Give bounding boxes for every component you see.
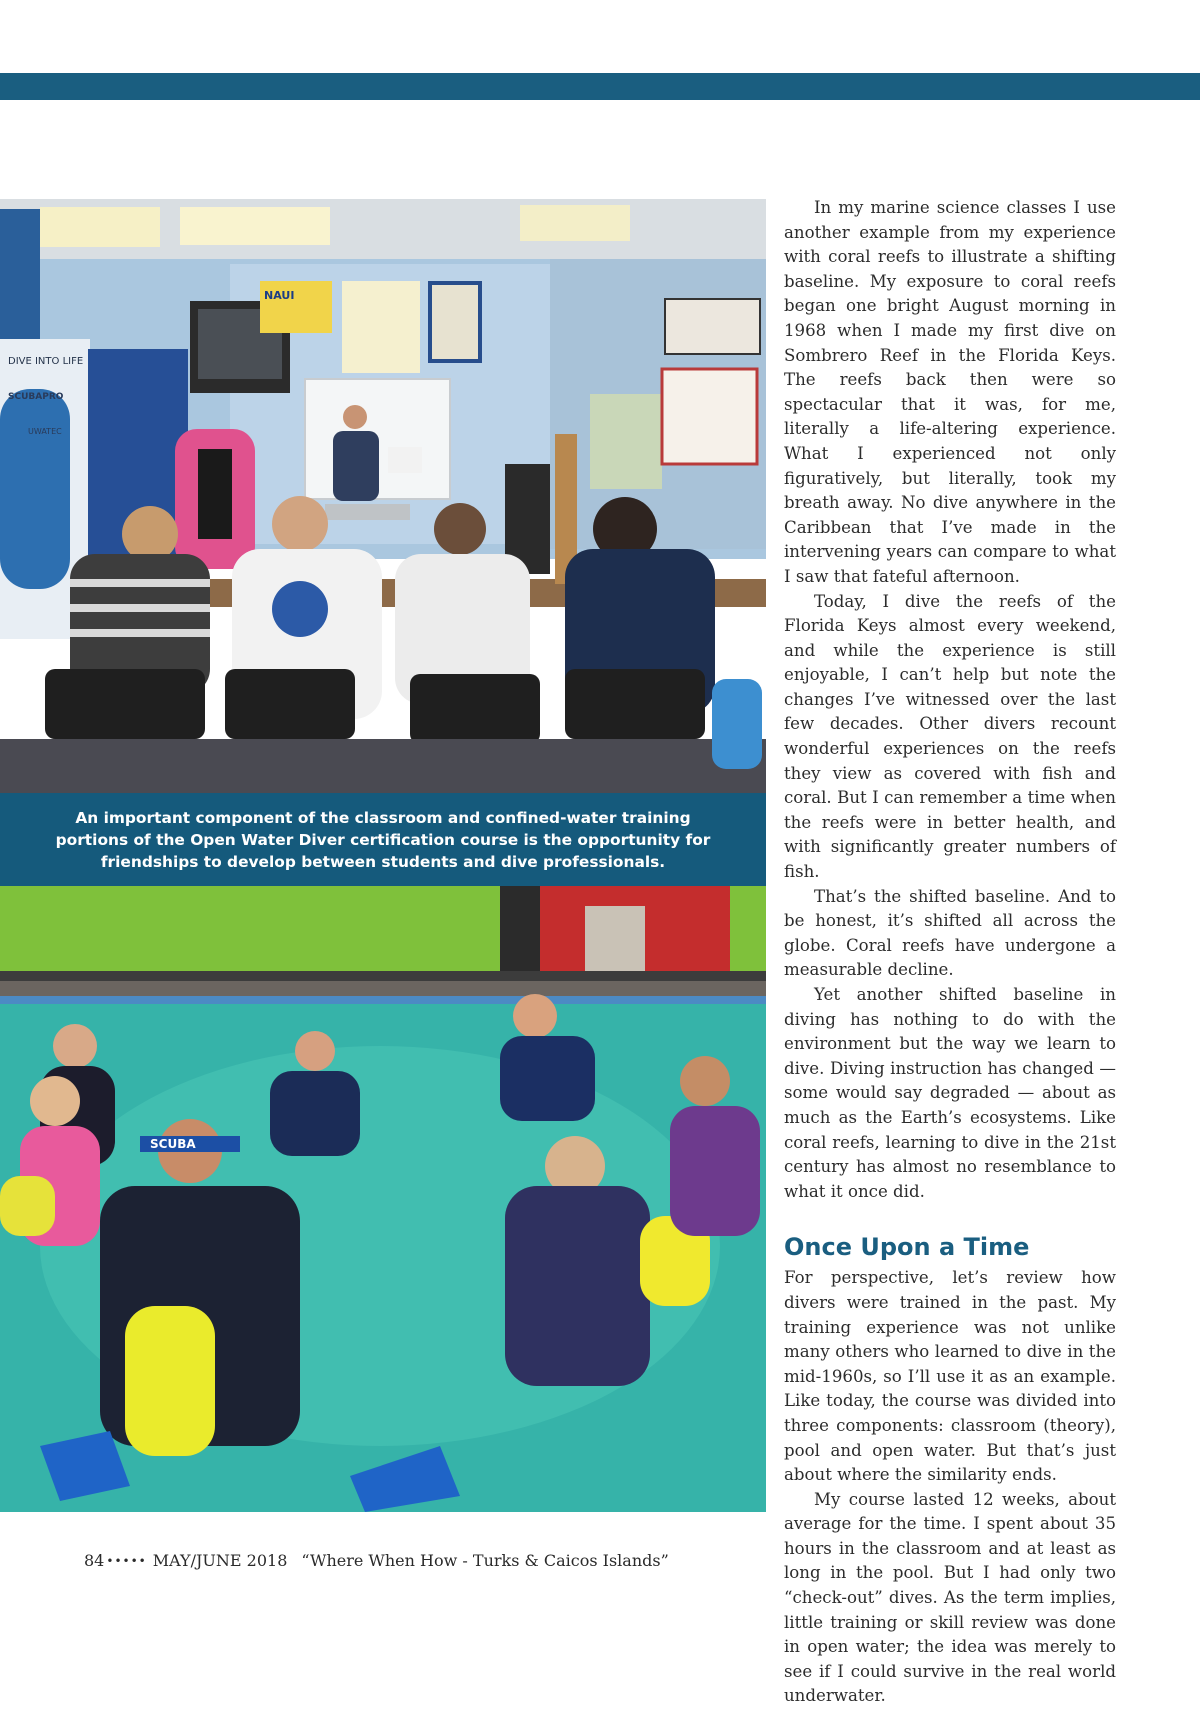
photo-caption: An important component of the classroom and confined-water training portions of the Open Water Diver certification course is the opportunity for friendships to develop between students and dive professionals.: [55, 808, 711, 871]
article-paragraph-4: Yet another shifted baseline in diving has nothing to do with the environment but the way we learn to dive. Diving instruction has changed — some would say degraded — about as much as the Earth’s ecosystems. Like coral reefs, learning to dive in the 21st century has almost no resemblance to what it once did.: [784, 985, 1116, 1201]
sign-dive-into-life: DIVE INTO LIFE: [8, 356, 84, 367]
header-color-band: [0, 73, 1200, 100]
sign-naui: NAUI: [264, 289, 295, 302]
page-footer: [84, 1551, 669, 1570]
photo-caption-band: [0, 793, 766, 886]
mask-label: SCUBA: [150, 1137, 196, 1151]
article-paragraph-1: In my marine science classes I use another example from my experience with coral reefs to illustrate a shifting baseline. My exposure to coral reefs began one bright August morning in 1968 when I made my first dive on Sombrero Reef in the Florida Keys. The reefs back then were so spectacular that it was, for me, literally a life-altering experience. What I experienced not only figuratively, but literally, took my breath away. No dive anywhere in the Caribbean that I’ve made in the intervening years can compare to what I saw that fateful afternoon.: [784, 198, 1116, 586]
sign-scubapro: SCUBAPRO: [8, 392, 64, 402]
article-paragraph-2: Today, I dive the reefs of the Florida Keys almost every weekend, and while the experience is still enjoyable, I can’t help but note the changes I’ve witnessed over the last few decades. Other divers recount wonderful experiences on the reefs they view as covered with fish and coral. But I can remember a time when the reefs were in better health, and with significantly greater numbers of fish.: [784, 591, 1116, 882]
footer-issue: MAY/JUNE 2018: [152, 1551, 288, 1570]
sign-uwatec: UWATEC: [28, 427, 62, 436]
article-column: [784, 196, 1116, 1709]
article-paragraph-5: For perspective, let’s review how divers were trained in the past. My training experience was not unlike many others who learned to dive in the mid-1960s, so I’ll use it as an example. Like today, the course was divided into three components: classroom (theory), pool and open water. But that’s just about where the similarity ends.: [784, 1268, 1116, 1485]
classroom-illustration: [0, 199, 766, 793]
footer-dots: •••••: [106, 1554, 147, 1568]
article-paragraph-3: That’s the shifted baseline. And to be honest, it’s shifted all across the globe. Coral reefs have undergone a measurable decline.: [784, 886, 1116, 980]
section-heading: Once Upon a Time: [784, 1233, 1030, 1262]
page-number: 84: [84, 1551, 105, 1570]
pool-photo: [0, 886, 766, 1512]
article-paragraph-6: My course lasted 12 weeks, about average for the time. I spent about 35 hours in the classroom and at least as long in the pool. But I had only two “check-out” dives. As the term implies, little training or skill review was done in open water; the idea was merely to see if I could survive in the real world underwater.: [784, 1489, 1116, 1706]
classroom-photo: [0, 199, 766, 793]
footer-publication: “Where When How - Turks & Caicos Islands”: [301, 1551, 669, 1570]
pool-illustration: [0, 886, 766, 1512]
